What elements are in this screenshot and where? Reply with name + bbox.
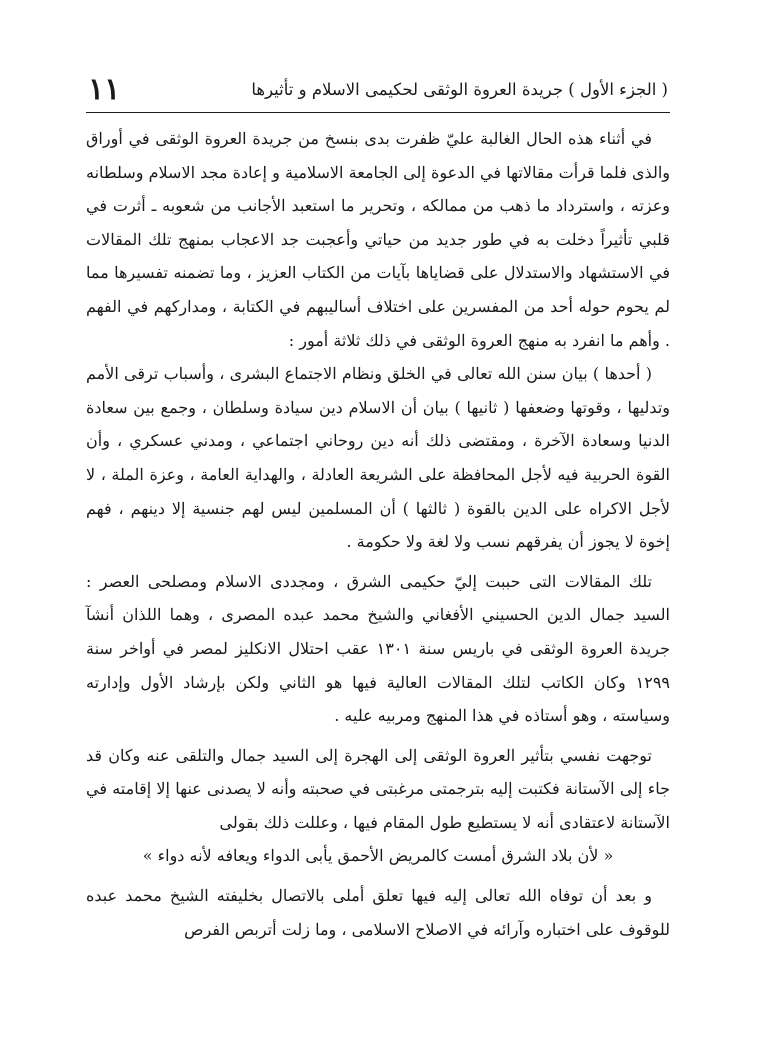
paragraph: و بعد أن توفاه الله تعالى إليه فيها تعلق أملى بالاتصال بخليفته الشيخ محمد عبده للوقوف على اختباره وآرائه في الاصلاح الاسلامى ، وما زلت أتربص الفرص	[86, 886, 670, 939]
running-head: ( الجزء الأول ) جريدة العروة الوثقى لحكيمى الاسلام و تأثيرها	[251, 79, 668, 99]
quotation: « لأن بلاد الشرق أمست كالمريض الأحمق يأبى الدواء ويعافه لأنه دواء »	[142, 846, 614, 866]
paragraph: ( أحدها ) بيان سنن الله تعالى في الخلق ونظام الاجتماع البشرى ، وأسباب ترقى الأمم وتدليها ، وقوتها وضعفها ( ثانيها ) بيان أن الاسلام دين سيادة وسلطان ، وجمع بين سعادة الدنيا وسعادة الآخرة ، ومقتضى ذلك أنه دين روحاني اجتماعي ، ومدني عسكري ، وأن القوة الحربية فيه لأجل المحافظة على الشريعة العادلة ، والهداية العامة ، وعزة الملة ، لا لأجل الاكراه على الدين بالقوة ( ثالثها ) أن المسلمين ليس لهم جنسية إلا دينهم ، فهم إخوة لا يجوز أن يفرقهم نسب ولا لغة ولا حكومة .	[86, 364, 671, 552]
paragraph: توجهت نفسي بتأثير العروة الوثقى إلى الهجرة إلى السيد جمال والتلقى عنه وكان قد جاء إلى الآستانة فكتبت إليه بترجمتى مرغبتى في صحبته وأنه لا يصدنى عنها إلا إقامته في الآستانة لاعتقادى أنه لا يستطيع طول المقام فيها ، وعللت ذلك بقولى	[86, 745, 670, 832]
body-text	[86, 122, 670, 946]
paragraph: في أثناء هذه الحال الغالبة عليّ ظفرت بدى بنسخ من جريدة العروة الوثقى في أوراق والذى فلما قرأت مقالاتها في الدعوة إلى الجامعة الاسلامية و إعادة مجد الاسلام وسلطانه وعزته ، واسترداد ما ذهب من ممالكه ، وتحرير ما استعبد الأجانب من شعوبه ـ أثرت في قلبي تأثيراً دخلت به في طور جديد من حياتي وأعجبت جد الاعجاب بمنهج تلك المقالات في الاستشهاد والاستدلال على قضاياها بآيات من الكتاب العزيز ، وما تضمنه تفسيرها مما لم يحوم حوله أحد من المفسرين على اختلاف أساليبهم في الكتابة ، ومداركهم في الفهم . وأهم ما انفرد به منهج العروة الوثقى في ذلك ثلاثة أمور :	[86, 129, 670, 350]
page-number: ١١	[88, 72, 121, 107]
page-header	[88, 70, 668, 110]
header-rule	[86, 112, 670, 113]
paragraph: تلك المقالات التى حببت إليّ حكيمى الشرق ، ومجددى الاسلام ومصلحى العصر : السيد جمال الدين الحسيني الأفغاني والشيخ محمد عبده المصرى ، وهما اللذان أنشآ جريدة العروة الوثقى في باريس سنة ١٣٠١ عقب احتلال الانكليز لمصر في أواخر سنة ١٢٩٩ وكان الكاتب لتلك المقالات العالية فيها هو الثاني ولكن بإرشاد الأول وإدارته وسياسته ، وهو أستاذه في هذا المنهج ومربيه عليه .	[86, 571, 671, 726]
